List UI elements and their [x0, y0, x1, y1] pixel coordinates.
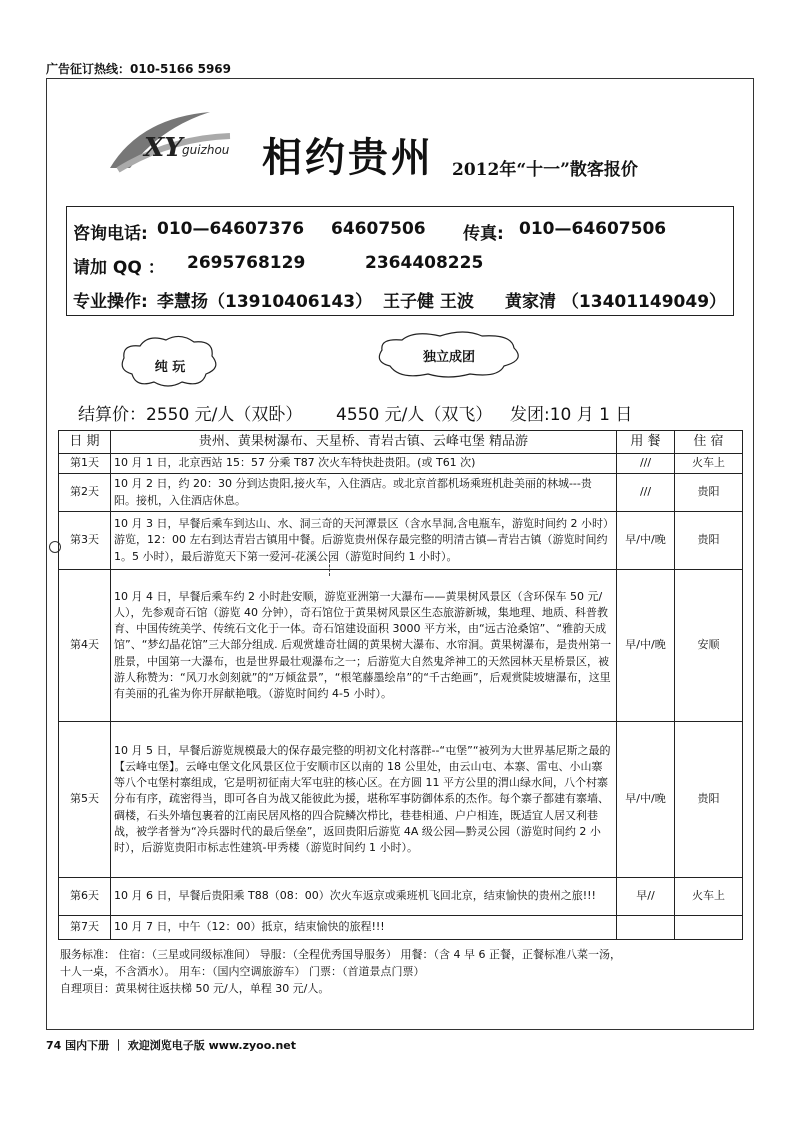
ops-label: 专业操作: — [73, 292, 148, 312]
desc-cell: 10 月 3 日，早餐后乘车到达山、水、洞三奇的天河潭景区（含水旱洞,含电瓶车，游览时间约 2 小时）游览，12：00 左右到达青岩古镇用中餐。后游览贵州保存最完整的明清古镇—青岩古镇（游览时间约 1。5 小时），最后游览天下第一爱河-花溪公园（游览时间约 1 小时）。 — [111, 512, 617, 570]
service-line-3: 自理项目：黄果树往返扶梯 50 元/人，单程 30 元/人。 — [60, 982, 330, 995]
service-line-2: 十人一桌，不含酒水）。 用车：（国内空调旅游车） 门票：（首道景点门票） — [60, 965, 425, 978]
logo-xy: XY — [144, 133, 183, 163]
logo — [100, 108, 250, 174]
stay-cell: 火车上 — [675, 878, 743, 916]
table-row — [59, 474, 743, 512]
qq-label: 请加 QQ ： — [73, 258, 165, 278]
desc-cell: 10 月 2 日，约 20：30 分到达贵阳,接火车，入住酒店。或北京首都机场乘班机赴美丽的林城---贵阳。接机，入住酒店休息。 — [111, 474, 617, 512]
fax-number: 010—64607506 — [519, 219, 667, 239]
page-subtitle: 2012年“十一”散客报价 — [452, 160, 638, 180]
meal-cell: 早// — [617, 878, 675, 916]
table-row — [59, 722, 743, 878]
price-double-fly: 4550 元/人（双飞） — [336, 405, 493, 425]
desc-cell: 10 月 6 日，早餐后贵阳乘 T88（08：00）次火车返京或乘班机飞回北京，结束愉快的贵州之旅!!! — [111, 878, 617, 916]
depart-date: 发团:10 月 1 日 — [510, 405, 633, 425]
desc-cell: 10 月 4 日，早餐后乘车约 2 小时赴安顺，游览亚洲第一大瀑布——黄果树风景区（含环保车 50 元/人），先参观奇石馆（游览 40 分钟），奇石馆位于黄果树风景区生态旅游新城，集地理、地质、科普教育、中国传统美学、传统石文化于一体。奇石馆建设面积 3000 平方米，由“远古沧桑馆”、“雅韵天成馆”、“梦幻晶花馆”三大部分组成. 后观赏雄奇壮阔的黄果树大瀑布、水帘洞。黄果树瀑布，是贵州第一胜景，中国第一大瀑布，也是世界最壮观瀑布之一；后游览大自然鬼斧神工的天然园林天星桥景区，被游人称赞为：“风刀水剑刻就”的“万倾盆景”，“根笔藤墨绘帛”的“千古绝画”，后观赏陡坡塘瀑布，这里有美丽的孔雀为你开屏献艳哦。（游览时间约 4-5 小时）。 — [111, 570, 617, 722]
meal-cell: /// — [617, 454, 675, 474]
page-title: 相约贵州 — [262, 134, 434, 181]
table-header-row — [59, 431, 743, 454]
meal-cell: 早/中/晚 — [617, 722, 675, 878]
stay-cell: 贵阳 — [675, 474, 743, 512]
itinerary-table — [58, 430, 743, 940]
table-row — [59, 570, 743, 722]
day-cell: 第4天 — [59, 570, 111, 722]
badge-independent — [374, 330, 524, 380]
table-row — [59, 512, 743, 570]
day-cell: 第7天 — [59, 916, 111, 940]
fax-label: 传真: — [463, 224, 504, 244]
header-meal: 用 餐 — [617, 431, 675, 454]
meal-cell — [617, 916, 675, 940]
table-row — [59, 916, 743, 940]
stay-cell: 安顺 — [675, 570, 743, 722]
ops-person-3: 黄家清 （13401149049） — [505, 292, 727, 312]
badge-pure-play — [118, 334, 222, 390]
stay-cell: 贵阳 — [675, 512, 743, 570]
service-standards — [60, 946, 740, 997]
page-footer: 74 国内下册 ｜ 欢迎浏览电子版 www.zyoo.net — [46, 1039, 297, 1052]
price-double-sleeper: 结算价：2550 元/人（双卧） — [78, 405, 303, 425]
ops-person-2: 王子健 王波 — [383, 292, 474, 312]
ops-person-1: 李慧扬（13910406143） — [157, 292, 373, 312]
qq-number-2: 2364408225 — [365, 253, 484, 273]
phone-label: 咨询电话: — [73, 224, 148, 244]
meal-cell: 早/中/晚 — [617, 570, 675, 722]
desc-cell: 10 月 1 日，北京西站 15：57 分乘 T87 次火车特快赴贵阳。(或 T61 次) — [111, 454, 617, 474]
service-line-1: 服务标准： 住宿：（三星或同级标准间） 导服：（全程优秀国导服务） 用餐：（含 4 早 6 正餐，正餐标准八菜一汤， — [60, 948, 621, 961]
contact-box — [66, 206, 734, 316]
header-route: 贵州、黄果树瀑布、天星桥、青岩古镇、云峰屯堡 精品游 — [111, 431, 617, 454]
day-cell: 第3天 — [59, 512, 111, 570]
ad-hotline: 广告征订热线：010-5166 5969 — [46, 62, 232, 76]
table-row — [59, 454, 743, 474]
desc-cell: 10 月 5 日，早餐后游览规模最大的保存最完整的明初文化村落群--“屯堡”“被列为大世界基尼斯之最的【云峰屯堡】。云峰屯堡文化风景区位于安顺市区以南的 18 公里处，由云山屯、本寨、雷屯、小山寨等八个屯堡村寨组成，它是明初征南大军屯驻的核心区。在方圆 11 平方公里的渭山绿水间，八个村寨分布有序，疏密得当，即可各自为战又能彼此为援，堪称军事防御体系的杰作。每个寨子都建有寨墙、碉楼，石头外墙包裹着的江南民居风格的四合院鳞次栉比，巷巷相通、户户相连，既适宜人居又利巷战，被学者誉为“冷兵器时代的最后堡垒”，返回贵阳后游览 4A 级公园—黔灵公园（游览时间约 2 小时），后游览贵阳市标志性建筑-甲秀楼（游览时间约 1 小时）。 — [111, 722, 617, 878]
day-cell: 第1天 — [59, 454, 111, 474]
badge-independent-text: 独立成团 — [422, 350, 475, 365]
stay-cell: 火车上 — [675, 454, 743, 474]
meal-cell: 早/中/晚 — [617, 512, 675, 570]
day-cell: 第6天 — [59, 878, 111, 916]
qq-number-1: 2695768129 — [187, 253, 306, 273]
table-row — [59, 878, 743, 916]
day-cell: 第5天 — [59, 722, 111, 878]
badge-pure-play-text: 纯 玩 — [154, 360, 186, 375]
stay-cell — [675, 916, 743, 940]
day-cell: 第2天 — [59, 474, 111, 512]
stay-cell: 贵阳 — [675, 722, 743, 878]
meal-cell: /// — [617, 474, 675, 512]
header-stay: 住 宿 — [675, 431, 743, 454]
desc-cell: 10 月 7 日，中午（12：00）抵京，结束愉快的旅程!!! — [111, 916, 617, 940]
phone-number-1: 010—64607376 — [157, 219, 305, 239]
logo-text: guizhou — [182, 143, 230, 157]
header-date: 日 期 — [59, 431, 111, 454]
phone-number-2: 64607506 — [331, 219, 426, 239]
